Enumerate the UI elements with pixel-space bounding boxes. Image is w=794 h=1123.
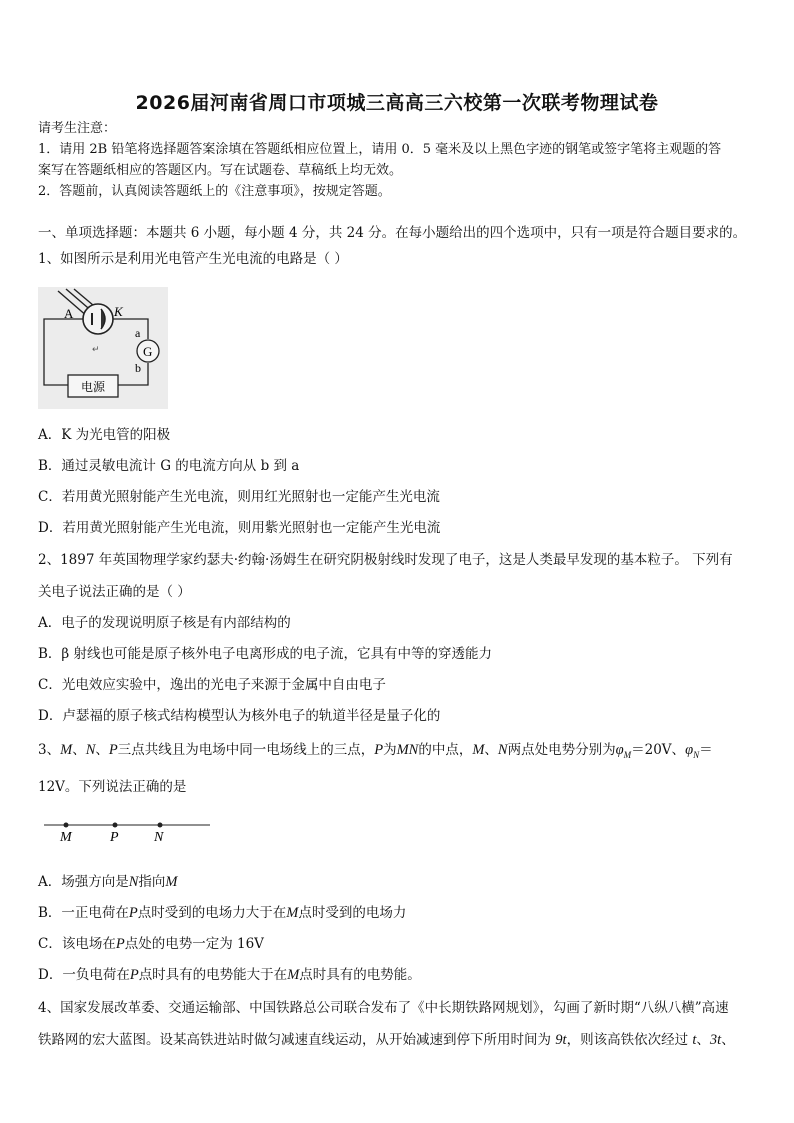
q2-option-a: A．电子的发现说明原子核是有内部结构的 <box>38 615 291 631</box>
q3-text-4: 两点处电势分别为 <box>507 742 616 758</box>
q1-label-G: G <box>143 344 153 359</box>
q3-point-m: M <box>60 742 73 758</box>
q3-stem-line-1 <box>38 741 758 764</box>
q2-option-c: C．光电效应实验中，逸出的光电子来源于金属中自由电子 <box>38 677 386 693</box>
q3-b-text: B．一正电荷在 <box>38 905 129 921</box>
phi-subscript-n: N <box>693 749 700 760</box>
q4-stem-line-1: 4、国家发展改革委、交通运输部、中国铁路总公司联合发布了《中长期铁路网规划》，勾画了新时期“八纵八横”高速 <box>38 1000 729 1016</box>
q3-sep: 、 <box>95 742 109 758</box>
section-heading: 一、单项选择题：本题共 6 小题，每小题 4 分，共 24 分。在每小题给出的四个选项中，只有一项是符合题目要求的。 <box>38 225 747 241</box>
q1-option-c: C．若用黄光照射能产生光电流，则用红光照射也一定能产生光电流 <box>38 489 440 505</box>
q3-number: 3、 <box>38 742 61 758</box>
q3-text-3: 的中点， <box>418 742 473 758</box>
q3-a-text: 指向 <box>138 874 166 890</box>
q2-stem-line-2: 关电子说法正确的是（ ） <box>38 584 191 600</box>
q4-sep: 、 <box>721 1032 735 1048</box>
q3-text-1: 三点共线且为电场中同一电场线上的三点， <box>117 742 375 758</box>
phi-subscript-m: M <box>623 749 632 760</box>
q4-time-9t: 9t <box>555 1032 567 1048</box>
q4-sep: 、 <box>696 1032 710 1048</box>
q1-option-b: B．通过灵敏电流计 G 的电流方向从 b 到 a <box>38 458 300 474</box>
q3-d-point-p: P <box>129 967 139 983</box>
q3-segment-mn: MN <box>396 742 419 758</box>
q3-point-p: P <box>374 742 384 758</box>
q4-stem-line-2 <box>38 1031 758 1049</box>
q4-time-3t: 3t <box>709 1032 722 1048</box>
q3-a-point-m: M <box>165 874 178 890</box>
q3-a-point-n: N <box>128 874 139 890</box>
q3-figure-label-p: P <box>110 830 119 845</box>
q3-phi-m <box>616 742 632 758</box>
q3-c-point-p: P <box>115 936 125 952</box>
q1-power-label: 电源 <box>81 380 106 394</box>
q1-label-b: b <box>135 361 141 375</box>
q1-stem: 1、如图所示是利用光电管产生光电流的电路是（ ） <box>38 251 348 267</box>
q3-d-point-m: M <box>287 967 300 983</box>
q3-option-d <box>38 966 758 984</box>
notice-item-1-line-2: 案写在答题纸相应的答题区内。写在试题卷、草稿纸上均无效。 <box>38 163 403 178</box>
q3-point-n: N <box>85 742 96 758</box>
q3-figure-label-n: N <box>154 830 164 845</box>
notice-item-2: 2．答题前，认真阅读答题纸上的《注意事项》，按规定答题。 <box>38 184 391 199</box>
q3-sep: 、 <box>484 742 498 758</box>
q3-option-c <box>38 935 758 953</box>
q3-option-b <box>38 904 758 922</box>
q4-time-t: t <box>692 1032 697 1048</box>
q3-c-text: 点处的电势一定为 16V <box>124 936 264 952</box>
q3-point-m: M <box>472 742 485 758</box>
notice-item-1-line-1: 1．请用 2B 铅笔将选择题答案涂填在答题纸相应位置上，请用 0．5 毫米及以上黑色字迹的钢笔或签字笔将主观题的答 <box>38 142 722 157</box>
q3-d-text: 点时具有的电势能大于在 <box>138 967 288 983</box>
q2-option-d: D．卢瑟福的原子核式结构模型认为核外电子的轨道半径是量子化的 <box>38 708 441 724</box>
page-title: 2026届河南省周口市项城三高高三六校第一次联考物理试卷 <box>135 92 659 114</box>
notice-heading: 请考生注意： <box>38 121 117 136</box>
q3-eq-2: ＝ <box>699 742 713 758</box>
q3-text-2: 为 <box>383 742 397 758</box>
q1-label-A: A <box>64 306 74 321</box>
q3-b-point-p: P <box>128 905 138 921</box>
q1-label-a: a <box>135 326 141 340</box>
q3-option-a <box>38 873 758 891</box>
phi-symbol: φ <box>615 742 624 758</box>
q3-c-text: C．该电场在 <box>38 936 116 952</box>
q3-b-point-m: M <box>286 905 299 921</box>
q1-option-d: D．若用黄光照射能产生光电流，则用紫光照射也一定能产生光电流 <box>38 520 441 536</box>
q1-mark: ↵ <box>92 344 100 354</box>
phi-symbol: φ <box>685 742 694 758</box>
q3-figure-label-m: M <box>60 830 72 845</box>
q3-sep: 、 <box>72 742 86 758</box>
q3-point-p: P <box>108 742 118 758</box>
q3-phi-n <box>685 742 699 758</box>
q3-stem-line-2: 12V。下列说法正确的是 <box>38 779 187 795</box>
q4-text: 铁路网的宏大蓝图。设某高铁进站时做匀减速直线运动，从开始减速到停下所用时间为 <box>38 1032 556 1048</box>
q3-a-text: A．场强方向是 <box>38 874 129 890</box>
q1-label-K: K <box>114 304 123 319</box>
q3-field-line-figure <box>44 814 214 846</box>
q3-b-text: 点时受到的电场力大于在 <box>137 905 287 921</box>
q3-b-text: 点时受到的电场力 <box>298 905 407 921</box>
q2-stem-line-1: 2、1897 年英国物理学家约瑟夫·约翰·汤姆生在研究阴极射线时发现了电子，这是人类最早发现的基本粒子。 下列有 <box>38 552 733 568</box>
q3-d-text: D．一负电荷在 <box>38 967 130 983</box>
q1-option-a: A．K 为光电管的阳极 <box>38 427 171 443</box>
q3-point-n: N <box>497 742 508 758</box>
q4-text: ，则该高铁依次经过 <box>566 1032 693 1048</box>
q1-circuit-figure <box>38 287 168 409</box>
q3-d-text: 点时具有的电势能。 <box>299 967 421 983</box>
q3-eq-1: ＝20V、 <box>631 742 686 758</box>
q2-option-b: B．β 射线也可能是原子核外电子电离形成的电子流，它具有中等的穿透能力 <box>38 646 493 662</box>
